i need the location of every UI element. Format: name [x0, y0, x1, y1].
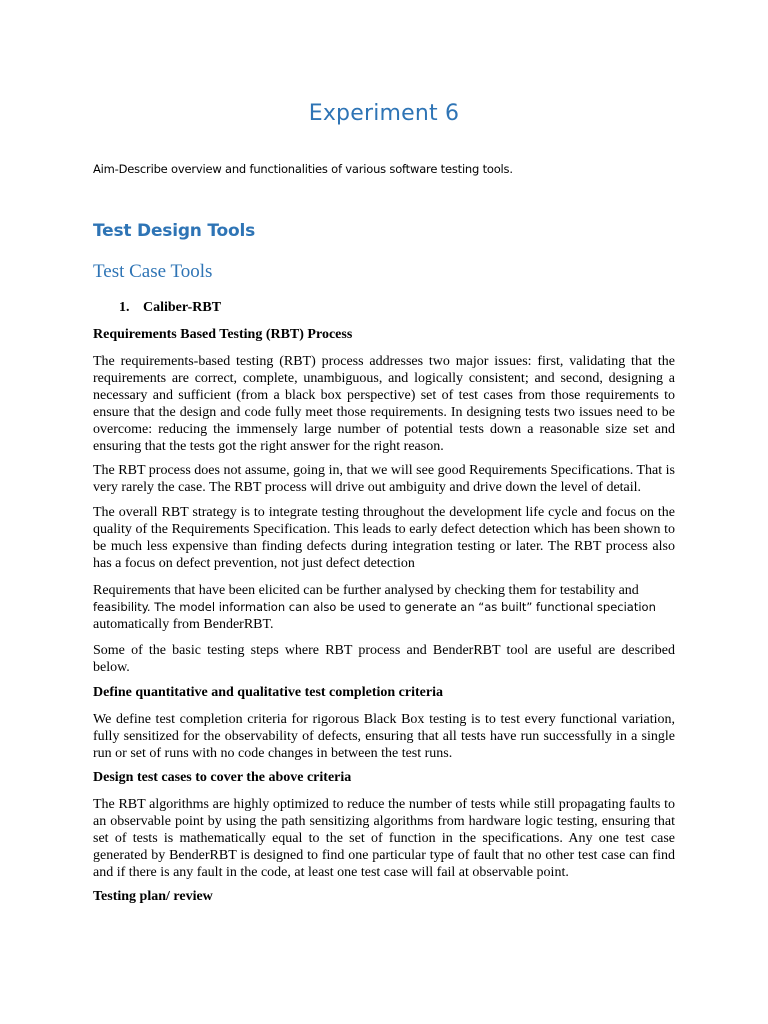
completion-criteria-heading: Define quantitative and qualitative test completion criteria — [93, 685, 443, 700]
numbered-list-item — [119, 300, 221, 316]
list-item-label: Caliber-RBT — [143, 300, 222, 315]
list-item-number: 1. — [119, 300, 130, 315]
testing-plan-heading: Testing plan/ review — [93, 889, 213, 904]
paragraph-design-test-cases: The RBT algorithms are highly optimized to reduce the number of tests while still propagating faults to an observable point by using the path sensitizing algorithms from hardware logic testing, ensuring that set of tests is mathematically equal to the set of function in the specifications. Any one test case generated by BenderRBT is designed to find one particular type of fault that no other test case can find and if there is any fault in the code, at least one test case will fail at observable point. — [93, 797, 675, 880]
subsection-heading-test-case-tools: Test Case Tools — [93, 261, 213, 282]
paragraph-rbt-strategy: The overall RBT strategy is to integrate testing throughout the development life cycle and focus on the quality of the Requirements Specification. This leads to early defect detection which has been shown to be much less expensive than finding defects during integration testing or later. The RBT process also has a focus on defect prevention, not just defect detection — [93, 505, 675, 571]
paragraph-basic-steps: Some of the basic testing steps where RBT process and BenderRBT tool are useful are described below. — [93, 643, 675, 675]
paragraph-completion-criteria: We define test completion criteria for rigorous Black Box testing is to test every functional variation, fully sensitized for the observability of defects, ensuring that all tests have run successfully in a single run or set of runs with no code changes in between the test runs. — [93, 712, 675, 761]
aim-statement: Aim-Describe overview and functionalities of various software testing tools. — [93, 162, 513, 176]
paragraph-line: Requirements that have been elicited can be further analysed by checking them for testability and — [93, 583, 639, 598]
paragraph-rbt-overview: The requirements-based testing (RBT) process addresses two major issues: first, validating that the requirements are correct, complete, unambiguous, and logically consistent; and second, designing a necessary and sufficient (from a black box perspective) set of test cases from those requirements to ensure that the design and code fully meet those requirements. In designing tests two issues need to be overcome: reducing the immensely large number of potential tests down a reasonable size set and ensuring that the tests got the right answer for the right reason. — [93, 354, 675, 454]
paragraph-requirements-analysis — [93, 582, 675, 633]
paragraph-rbt-assumption: The RBT process does not assume, going in, that we will see good Requirements Specifications. That is very rarely the case. The RBT process will drive out ambiguity and drive down the level of detail. — [93, 463, 675, 495]
section-heading-test-design-tools: Test Design Tools — [93, 221, 256, 241]
paragraph-line: feasibility. The model information can also be used to generate an “as built” functional speciation — [93, 600, 656, 614]
design-test-cases-heading: Design test cases to cover the above criteria — [93, 770, 352, 785]
rbt-process-heading: Requirements Based Testing (RBT) Process — [93, 327, 353, 342]
paragraph-line: automatically from BenderRBT. — [93, 617, 274, 632]
document-title: Experiment 6 — [308, 101, 460, 126]
